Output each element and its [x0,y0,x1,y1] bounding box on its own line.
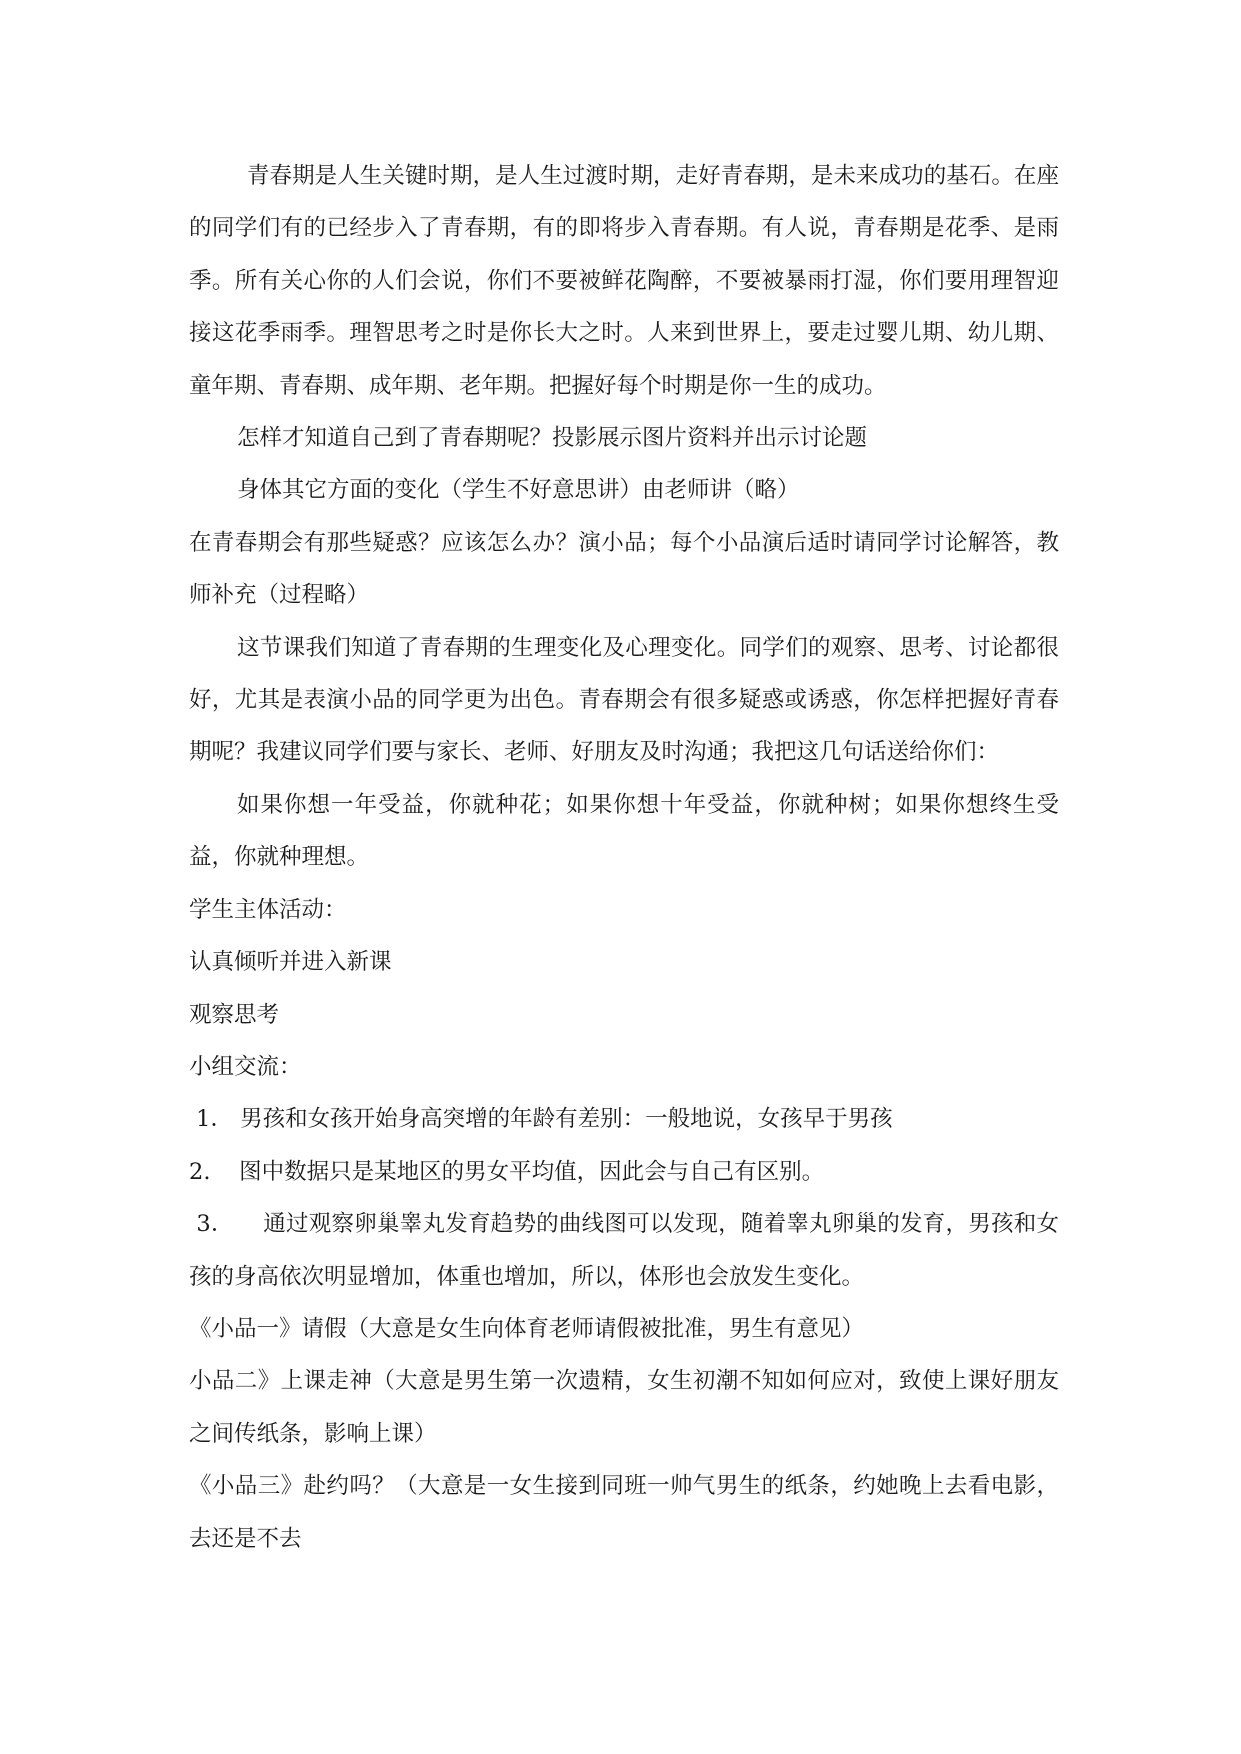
skit-2: 小品二》上课走神（大意是男生第一次遗精，女生初潮不知如何应对，致使上课好朋友之间传纸条，影响上课） [189,1368,1059,1447]
list-item-number: 2. [189,1158,240,1185]
activity-group: 小组交流： [189,1053,302,1080]
paragraph-question: 怎样才知道自己到了青春期呢？投影展示图片资料并出示讨论题 [237,425,868,452]
list-item [189,1093,1059,1145]
paragraph-body-change: 身体其它方面的变化（学生不好意思讲）由老师讲（略） [237,477,800,504]
document-body [189,150,1059,1565]
list-item-number: 3． [189,1211,264,1238]
skit-3: 《小品三》赴约吗？（大意是一女生接到同班一帅气男生的纸条，约她晚上去看电影，去还是不去 [189,1473,1059,1552]
list-item-text: 男孩和女孩开始身高突增的年龄有差别：一般地说，女孩早于男孩 [240,1106,893,1133]
activity-observe: 观察思考 [189,1001,280,1028]
paragraph-quote: 如果你想一年受益，你就种花；如果你想十年受益，你就种树；如果你想终生受益，你就种理想。 [189,791,1059,871]
paragraph-intro: 青春期是人生关键时期，是人生过渡时期，走好青春期，是未来成功的基石。在座的同学们有的已经步入了青春期，有的即将步入青春期。有人说，青春期是花季、是雨季。所有关心你的人们会说，你们不要被鲜花陶醉，不要被暴雨打湿，你们要用理智迎接这花季雨季。理智思考之时是你长大之时。人来到世界上，要走过婴儿期、幼儿期、童年期、青春期、成年期、老年期。把握好每个时期是你一生的成功。 [189,163,1059,399]
paragraph-doubts: 在青春期会有那些疑惑？应该怎么办？演小品；每个小品演后适时请同学讨论解答，教师补充（过程略） [189,529,1059,609]
list-item-text: 通过观察卵巢睾丸发育趋势的曲线图可以发现，随着睾丸卵巢的发育，男孩和女孩的身高依次明显增加，体重也增加，所以，体形也会放发生变化。 [189,1211,1059,1290]
paragraph-summary: 这节课我们知道了青春期的生理变化及心理变化。同学们的观察、思考、讨论都很好，尤其是表演小品的同学更为出色。青春期会有很多疑惑或诱惑，你怎样把握好青春期呢？我建议同学们要与家长、老师、好朋友及时沟通；我把这几句话送给你们： [189,634,1059,766]
list-item-text: 图中数据只是某地区的男女平均值，因此会与自己有区别。 [239,1158,825,1185]
list-item [189,1146,1059,1198]
student-activity-heading: 学生主体活动： [189,896,347,923]
list-item-number: 1． [189,1106,241,1133]
activity-listen: 认真倾听并进入新课 [189,949,392,976]
skit-1: 《小品一》请假（大意是女生向体育老师请假被批准，男生有意见） [189,1315,865,1342]
list-item-3 [189,1198,1059,1303]
